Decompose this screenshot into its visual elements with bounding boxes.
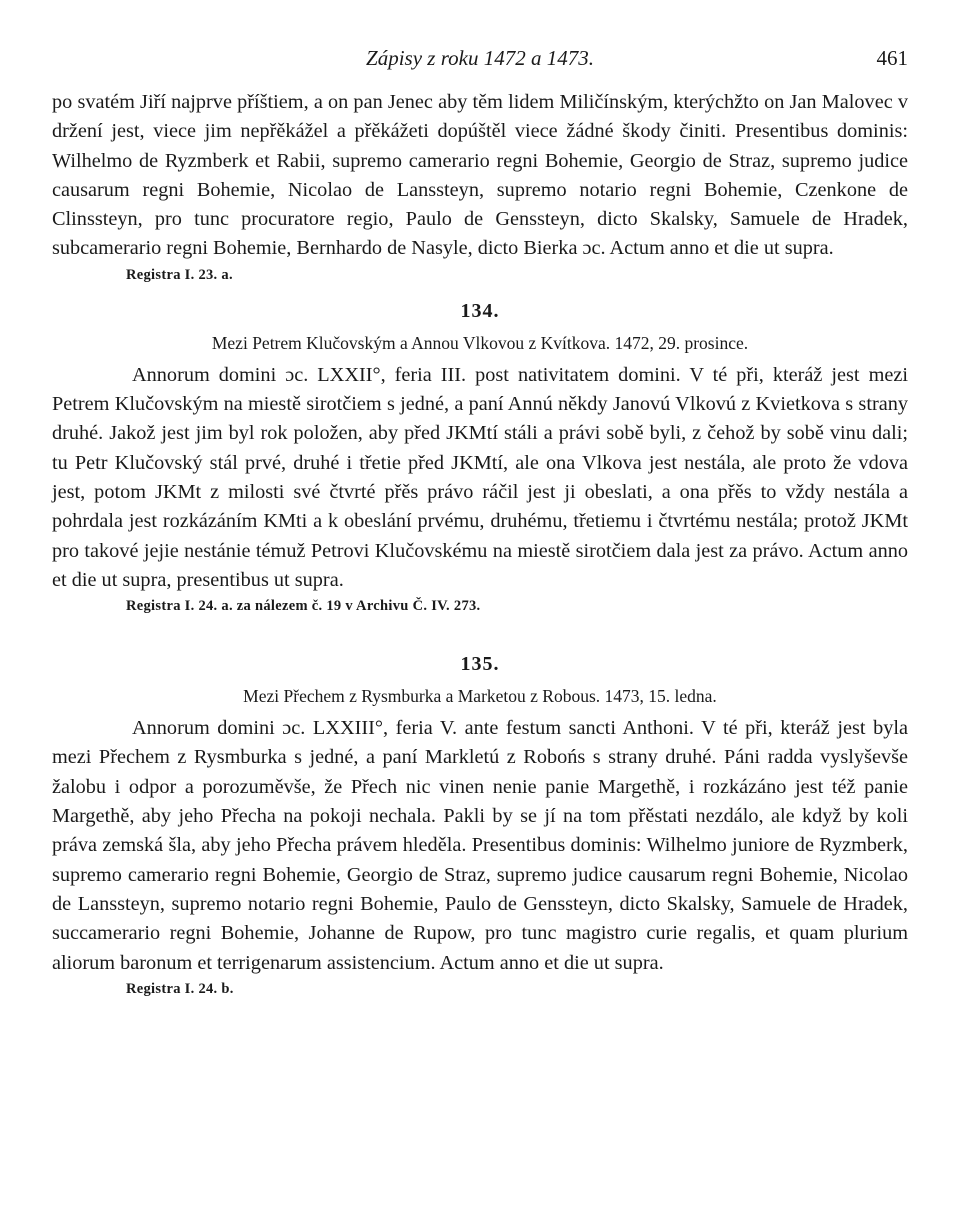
entry-number: 134. xyxy=(460,299,500,322)
entry-spacer xyxy=(52,615,908,637)
registry-note: Registra I. 24. b. xyxy=(126,980,234,997)
registry-note: Registra I. 24. a. za nálezem č. 19 v Archivu Č. IV. 273. xyxy=(126,598,481,615)
running-title: Zápisy z roku 1472 a 1473. xyxy=(366,46,594,70)
entry-paragraph: Annorum domini ɔc. LXXII°, feria III. post nativitatem domini. V té při, kteráž jest mezi Petrem Klučovským na miestě sirotčiem s jedné, a paní Annú někdy Janovú Vlkovú z Kvietkova s strany druhé. Jakož jest jim byl rok položen, aby před JKMtí stáli a právi sobě byli, z čehož by sobě vinu dali; tu Petr Klučovský stál prvé, druhé i třetie před JKMtí, ale ona Vlkova jest nestála, ale proto že vdova jest, potom JKMt z milosti své čtvrté přěs právo ráčil jest ji obeslati, a ona přěs to vždy nestála a pohrdala jest rozkázáním KMti a k obeslání prvému, druhému, třetiemu i čtvrtému nestála; protož JKMt pro takové jejie nestánie témuž Petrovi Klučovskému na miestě sirotčiem dala jest za právo. Actum anno et die ut supra, presentibus ut supra. xyxy=(52,363,908,591)
document-page xyxy=(52,40,908,998)
entry-title: Mezi Petrem Klučovským a Annou Vlkovou z Kvítkova. 1472, 29. prosince. xyxy=(211,332,749,353)
entry-134 xyxy=(52,298,908,615)
entry-paragraph: Annorum domini ɔc. LXXIII°, feria V. ante festum sancti Anthoni. V té při, kteráž jest byla mezi Přechem z Rysmburka s jedné, a paní Markletú z Robońs s strany druhé. Páni radda vyslyševše žalobu i odpor a porozuměvše, že Přech nic vinen nenie panie Margethě, i rozkázáno jest též panie Margethě, aby jeho Přecha na pokoji nechala. Pakli by se jí na tom přěstati nezdálo, ale když by koli práva zemská šla, aby jeho Přecha právem hleděla. Presentibus dominis: Wilhelmo juniore de Ryzmberk, supremo camerario regni Bohemie, Georgio de Straz, supremo judice causarum regni Bohemie, Nicolao de Lanssteyn, supremo notario regni Bohemie, Paulo de Genssteyn, dicto Skalsky, Samuele de Hradek, succamerario regni Bohemie, Johanne de Rupow, pro tunc magistro curie regalis, et quam plurium aliorum baronum et terrigenarum assistencium. Actum anno et die ut supra. xyxy=(52,717,908,974)
entry-135 xyxy=(52,651,908,998)
continuation-paragraph: po svatém Jiří najprve příštiem, a on pan Jenec aby těm lidem Miličínským, kterýchžto on Jan Malovec v držení jest, viece jim nepřěkážel a přěkážeti dopúštěl viece žádné škody činiti. Presentibus dominis: Wilhelmo de Ryzmberk et Rabii, supremo camerario regni Bohemie, Georgio de Straz, supremo judice causarum regni Bohemie, Nicolao de Lanssteyn, supremo notario regni Bohemie, Czenkone de Clinssteyn, pro tunc procuratore regio, Paulo de Genssteyn, dicto Skalsky, Samuele de Hradek, subcamerario regni Bohemie, Bernhardo de Nasyle, dicto Bierka ɔc. Actum anno et die ut supra. xyxy=(52,91,908,260)
page-number: 461 xyxy=(876,46,908,70)
registry-note: Registra I. 23. a. xyxy=(126,266,233,283)
running-header xyxy=(52,40,908,74)
entry-number: 135. xyxy=(460,653,500,676)
entry-title: Mezi Přechem z Rysmburka a Marketou z Robous. 1473, 15. ledna. xyxy=(243,686,717,707)
